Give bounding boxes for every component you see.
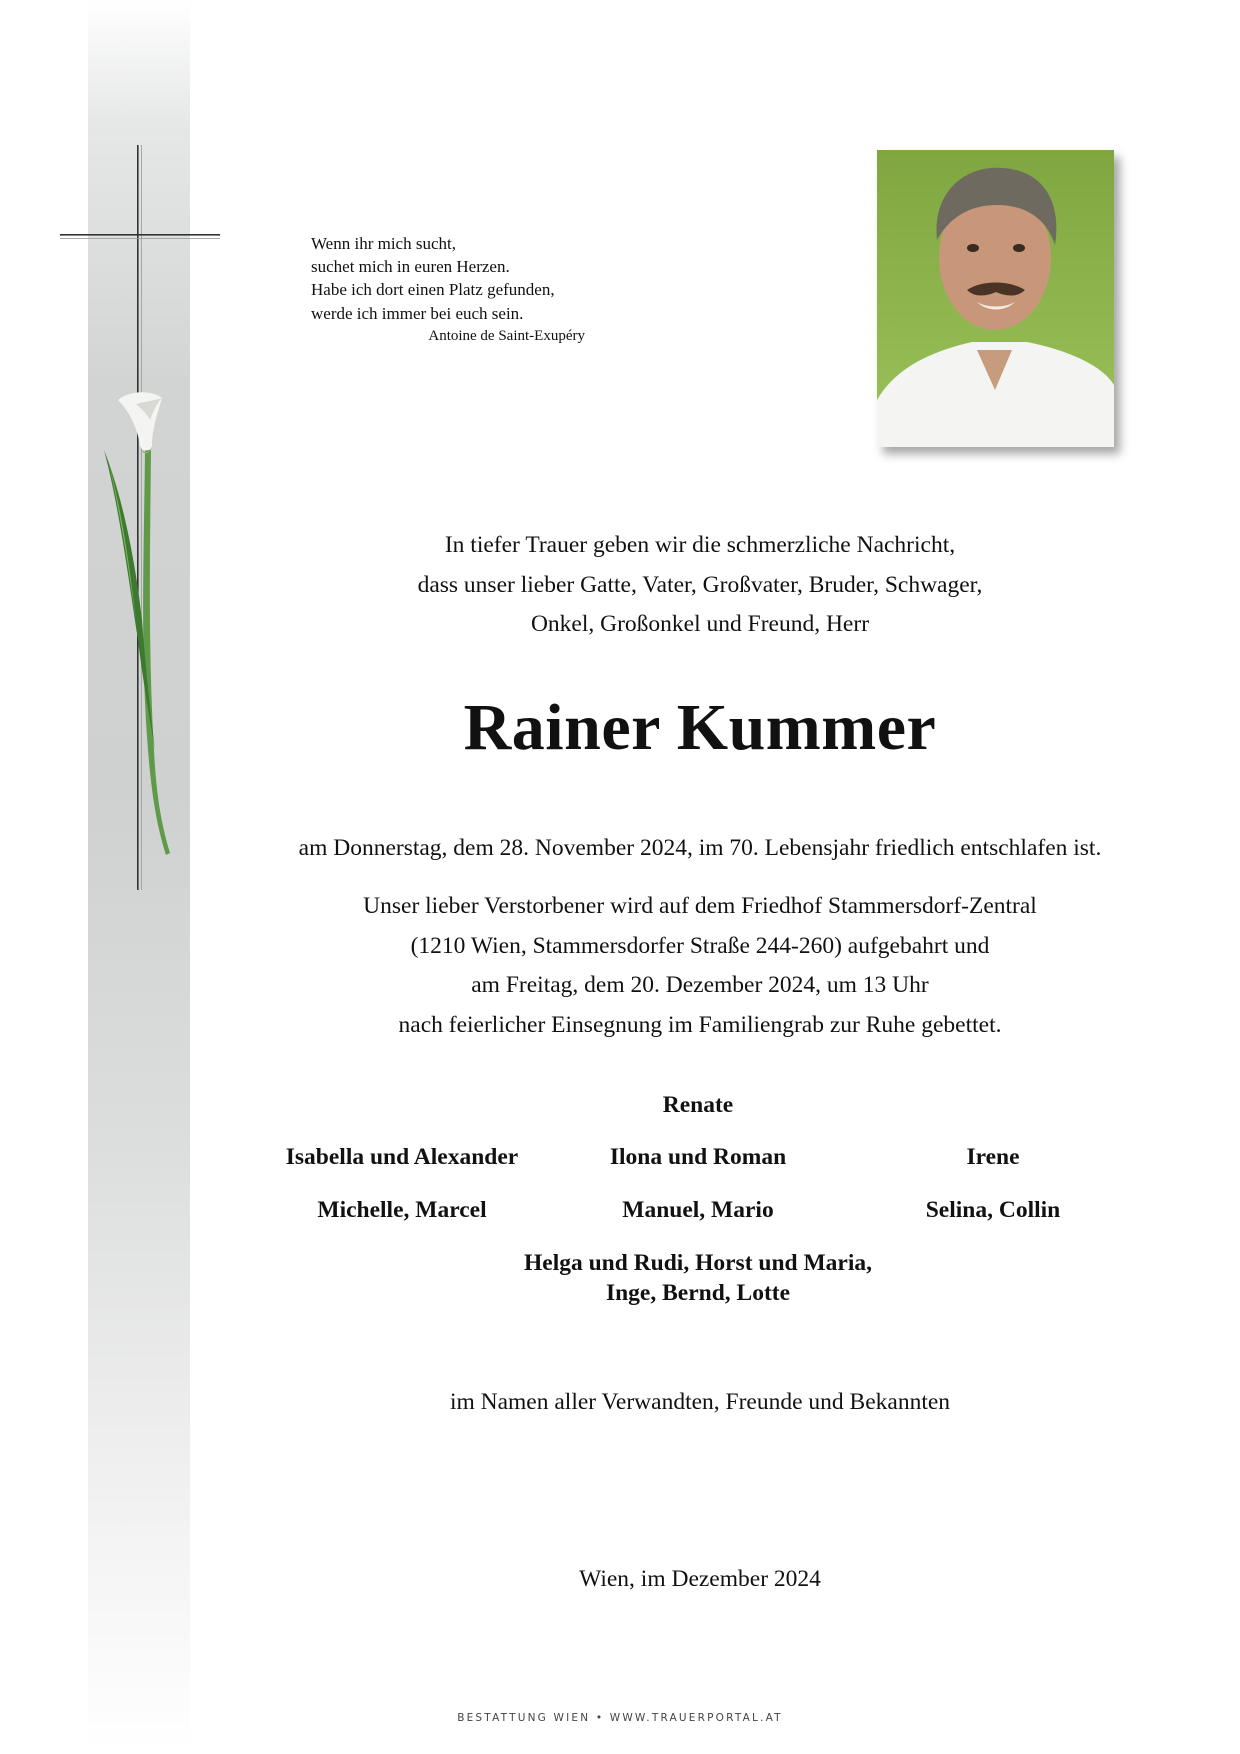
date-of-death-text: am Donnerstag, dem 28. November 2024, im 70. Lebensjahr friedlich entschlafen ist. <box>298 835 1102 861</box>
mourner-child: Isabella und Alexander <box>285 1144 519 1170</box>
quote-line: Wenn ihr mich sucht, <box>311 234 456 253</box>
quote-author: Antoine de Saint-Exupéry <box>428 327 585 344</box>
announcement-intro <box>260 526 1140 645</box>
quote-line: werde ich immer bei euch sein. <box>311 303 524 323</box>
mourner-grandchildren: Manuel, Mario <box>622 1197 774 1223</box>
burial-line: am Freitag, dem 20. Dezember 2024, um 13 Uhr <box>471 972 929 998</box>
mourner-grandchildren: Selina, Collin <box>925 1197 1061 1223</box>
mourner-relatives: Helga und Rudi, Horst und Maria, <box>524 1250 872 1276</box>
mourner-grandchildren: Michelle, Marcel <box>317 1197 487 1223</box>
intro-line: Onkel, Großonkel und Freund, Herr <box>530 611 870 637</box>
mourner-relatives: Inge, Bernd, Lotte <box>605 1280 791 1306</box>
calla-lily-icon <box>100 390 190 860</box>
intro-line: In tiefer Trauer geben wir die schmerzliche Nachricht, <box>444 532 956 558</box>
portrait-photo <box>877 150 1114 447</box>
place-and-date: Wien, im Dezember 2024 <box>579 1566 821 1592</box>
intro-line: dass unser lieber Gatte, Vater, Großvater, Bruder, Schwager, <box>417 571 983 598</box>
footer-credit: BESTATTUNG WIEN • WWW.TRAUERPORTAL.AT <box>457 1712 783 1724</box>
burial-details <box>260 887 1140 1045</box>
closing-line: im Namen aller Verwandten, Freunde und Bekannten <box>449 1389 951 1415</box>
mourner-spouse: Renate <box>662 1092 734 1118</box>
mourner-child: Ilona und Roman <box>609 1144 787 1170</box>
deceased-name: Rainer Kummer <box>463 691 937 764</box>
quote-line: suchet mich in euren Herzen. <box>311 257 510 277</box>
burial-line: (1210 Wien, Stammersdorfer Straße 244-260) aufgebahrt und <box>410 932 990 959</box>
burial-line: nach feierlicher Einsegnung im Familiengrab zur Ruhe gebettet. <box>398 1011 1002 1038</box>
epitaph-quote <box>311 232 601 348</box>
mourner-child: Irene <box>966 1144 1020 1170</box>
burial-line: Unser lieber Verstorbener wird auf dem Friedhof Stammersdorf-Zentral <box>363 893 1037 919</box>
quote-line: Habe ich dort einen Platz gefunden, <box>311 280 555 300</box>
